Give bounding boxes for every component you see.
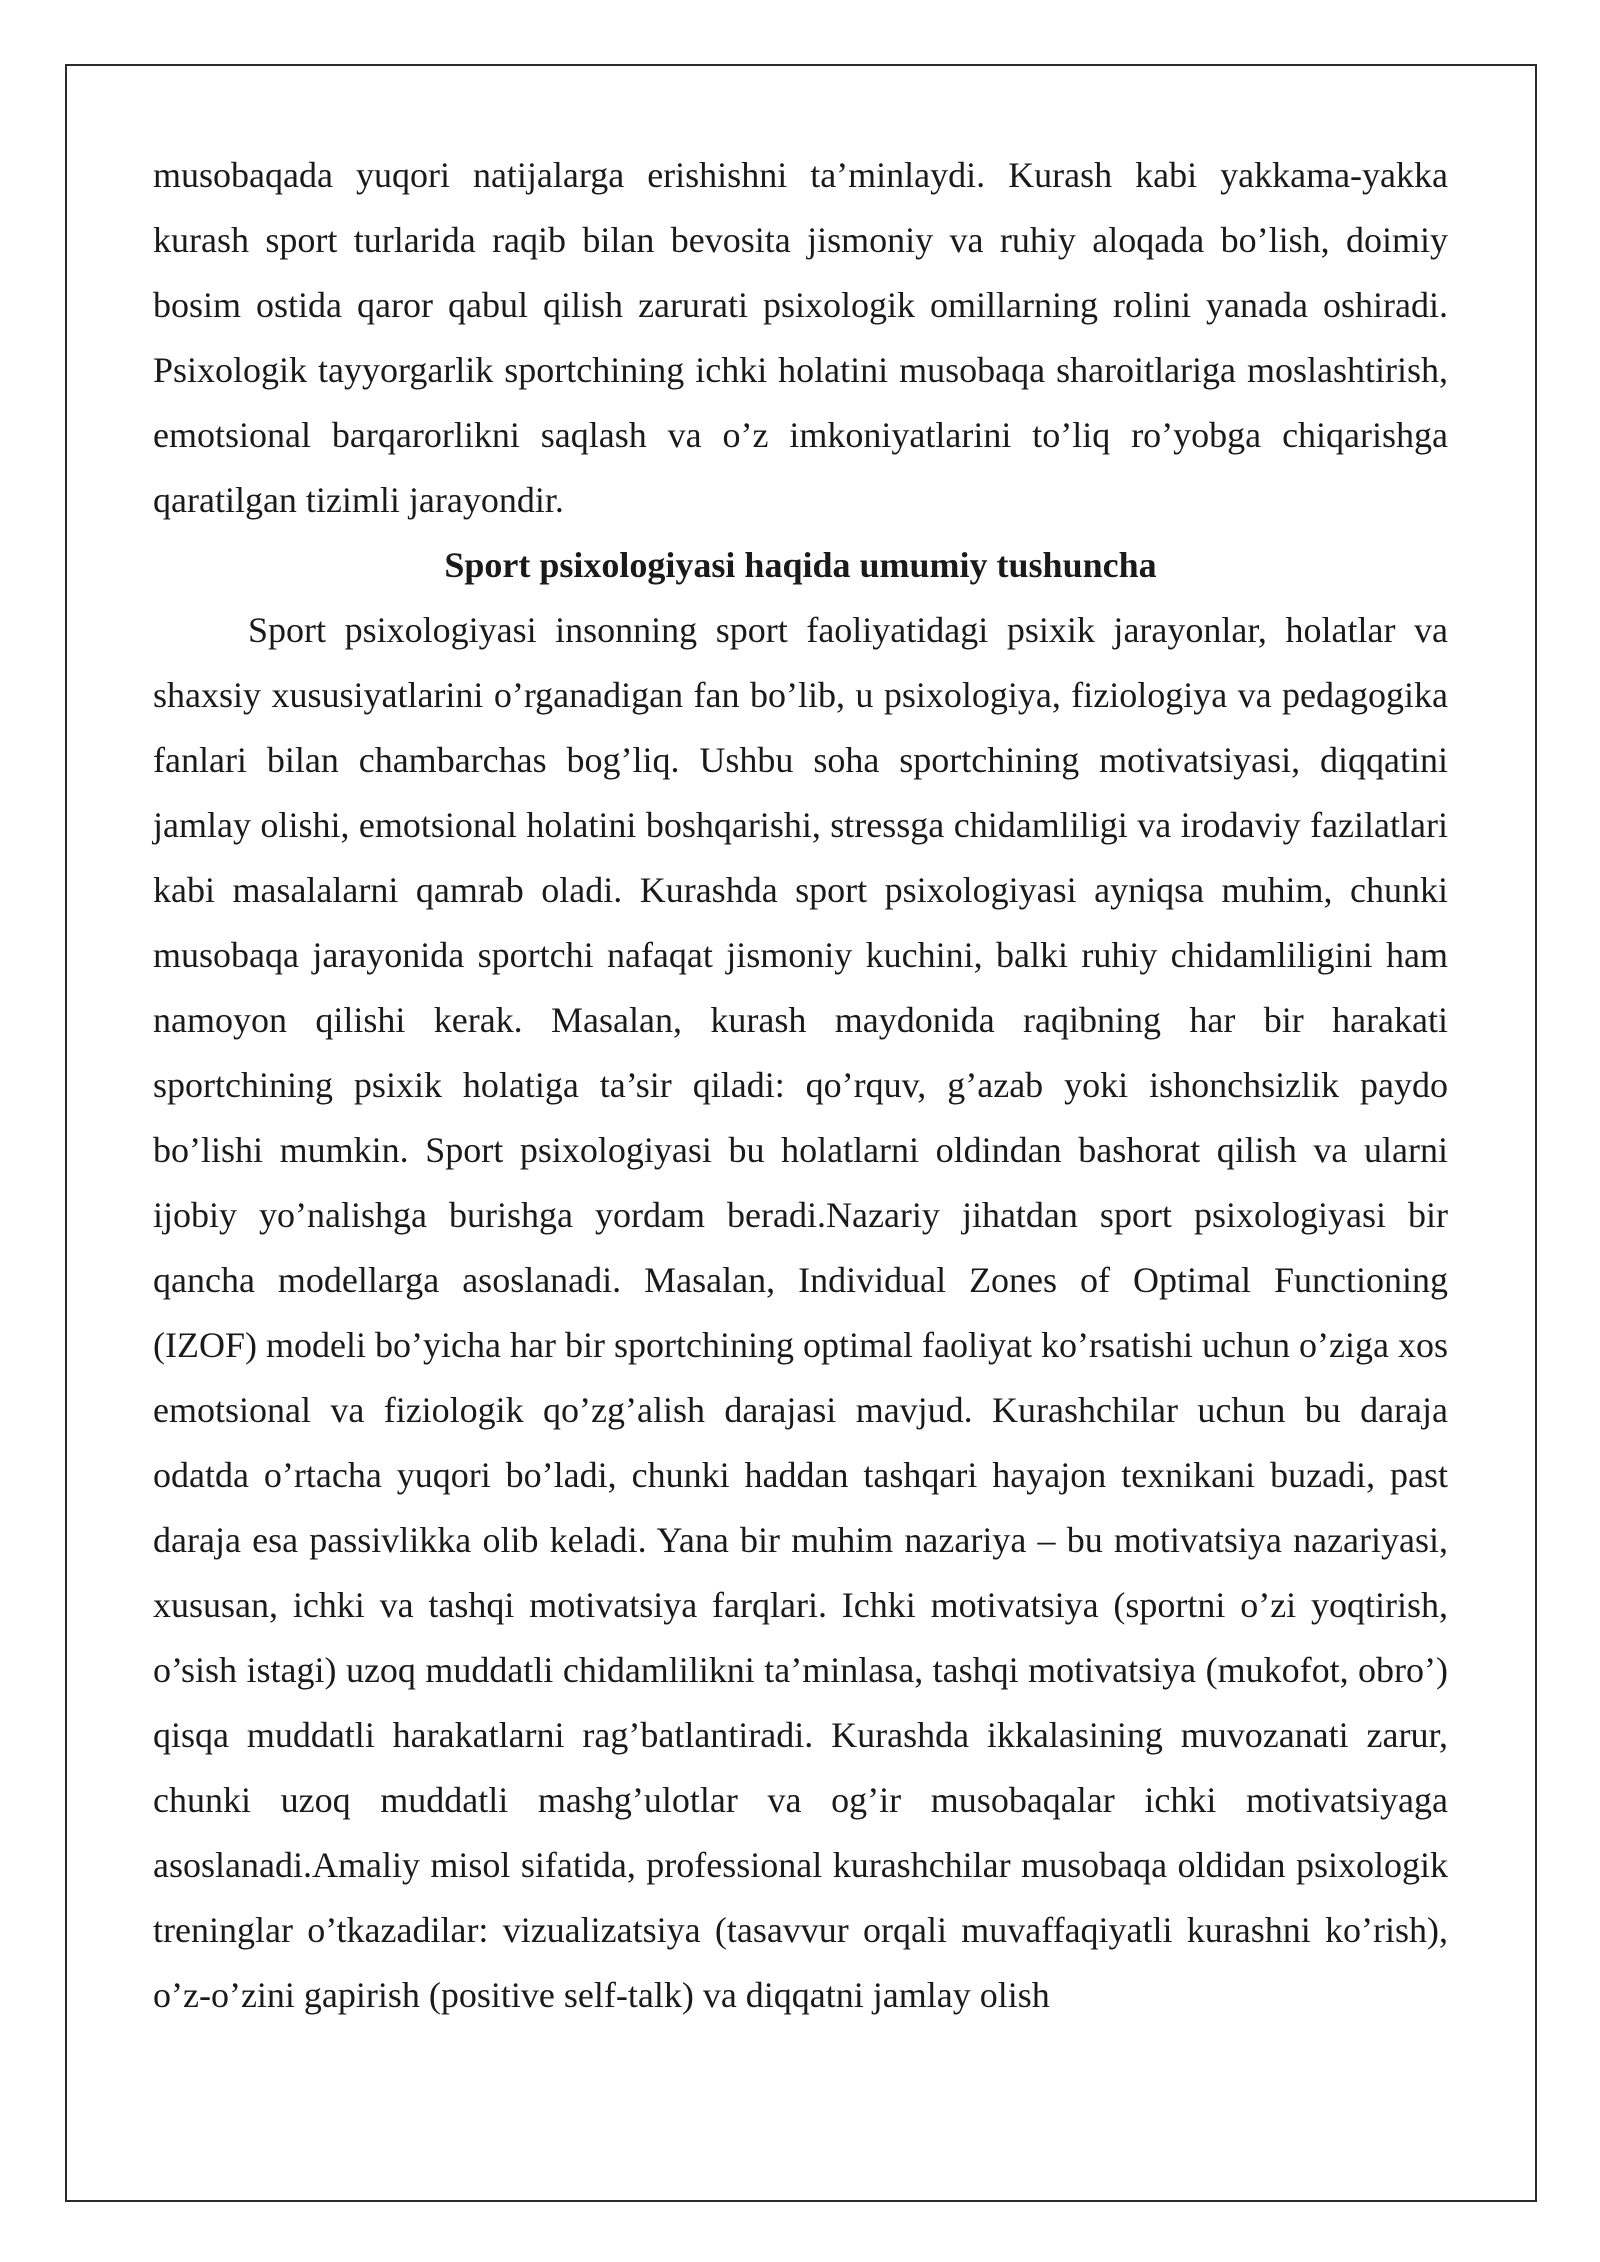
paragraph-intro: musobaqada yuqori natijalarga erishishni ta’minlaydi. Kurash kabi yakkama-yakka kurash sport turlarida raqib bilan bevosita jismoniy va ruhiy aloqada bo’lish, doimiy bosim ostida qaror qabul qilish zarurati psixologik omillarning rolini yanada oshiradi. Psixologik tayyorgarlik sportchining ichki holatini musobaqa sharoitlariga moslashtirish, emotsional barqarorlikni saqlash va o’z imkoniyatlarini to’liq ro’yobga chiqarishga qaratilgan tizimli jarayondir. xyxy=(153,155,1448,520)
section-heading: Sport psixologiyasi haqida umumiy tushuncha xyxy=(444,545,1157,585)
paragraph-main: Sport psixologiyasi insonning sport faoliyatidagi psixik jarayonlar, holatlar va shaxsiy xususiyatlarini o’rganadigan fan bo’lib, u psixologiya, fiziologiya va pedagogika fanlari bilan chambarchas bog’liq. Ushbu soha sportchining motivatsiyasi, diqqatini jamlay olishi, emotsional holatini boshqarishi, stressga chidamliligi va irodaviy fazilatlari kabi masalalarni qamrab oladi. Kurashda sport psixologiyasi ayniqsa muhim, chunki musobaqa jarayonida sportchi nafaqat jismoniy kuchini, balki ruhiy chidamliligini ham namoyon qilishi kerak. Masalan, kurash maydonida raqibning har bir harakati sportchining psixik holatiga ta’sir qiladi: qo’rquv, g’azab yoki ishonchsizlik paydo bo’lishi mumkin. Sport psixologiyasi bu holatlarni oldindan bashorat qilish va ularni ijobiy yo’nalishga burishga yordam beradi.Nazariy jihatdan sport psixologiyasi bir qancha modellarga asoslanadi. Masalan, Individual Zones of Optimal Functioning (IZOF) modeli bo’yicha har bir sportchining optimal faoliyat ko’rsatishi uchun o’ziga xos emotsional va fiziologik qo’zg’alish darajasi mavjud. Kurashchilar uchun bu daraja odatda o’rtacha yuqori bo’ladi, chunki haddan tashqari hayajon texnikani buzadi, past daraja esa passivlikka olib keladi. Yana bir muhim nazariya – bu motivatsiya nazariyasi, xususan, ichki va tashqi motivatsiya farqlari. Ichki motivatsiya (sportni o’zi yoqtirish, o’sish istagi) uzoq muddatli chidamlilikni ta’minlasa, tashqi motivatsiya (mukofot, obro’) qisqa muddatli harakatlarni rag’batlantiradi. Kurashda ikkalasining muvozanati zarur, chunki uzoq muddatli mashg’ulotlar va og’ir musobaqalar ichki motivatsiyaga asoslanadi.Amaliy misol sifatida, professional kurashchilar musobaqa oldidan psixologik treninglar o’tkazadilar: vizualizatsiya (tasavvur orqali muvaffaqiyatli kurashni ko’rish), o’z-o’zini gapirish (positive self-talk) va diqqatni jamlay olish xyxy=(153,610,1448,2015)
document-body xyxy=(153,143,1448,2028)
